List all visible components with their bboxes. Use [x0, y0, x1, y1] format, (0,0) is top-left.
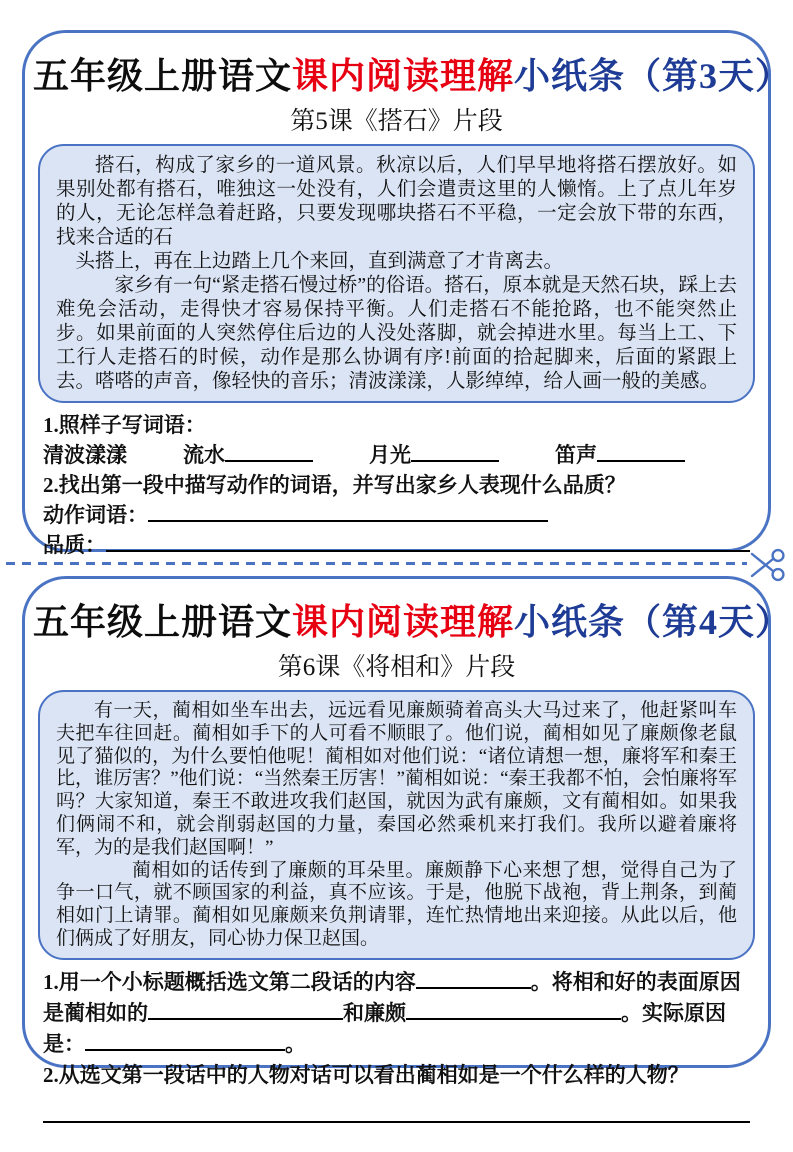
lesson-subtitle: 第6课《将相和》片段: [277, 654, 516, 681]
answer-blank: [85, 1032, 285, 1051]
action-words-label: 动作词语：: [43, 503, 148, 527]
question-1-text: 和廉颇: [343, 1000, 406, 1025]
quality-label: 品质：: [43, 533, 106, 557]
passage-paragraph: 搭石，构成了家乡的一道风景。秋凉以后，人们早早地将搭石摆放好。如果别处都有搭石，唯独这一处没有，人们会遣责这里的人懒惰。上了点儿年岁的人，无论怎样急着赶路，只要发现哪块搭石不平稳，一定会放下带的东西，找来合适的石: [56, 155, 737, 248]
fill-item-label: 笛声: [555, 443, 597, 467]
title-part-red: 课内阅读理解: [292, 56, 515, 96]
question-1-text: 。实际原因是：: [43, 1000, 726, 1056]
title-part-blue: 小纸条（第4天）: [514, 602, 793, 642]
worksheet-card-day3: [22, 30, 793, 557]
answer-blank: [406, 1001, 621, 1020]
passage-paragraph: 头搭上，再在上边踏上几个来回，直到满意了才肯离去。: [75, 251, 564, 272]
answer-blank: [597, 443, 685, 462]
question-1-text: 。: [285, 1031, 306, 1056]
example-word: 清波漾漾: [43, 443, 127, 467]
lesson-subtitle: 第5课《搭石》片段: [290, 108, 503, 135]
question-1-label: 1.照样子写词语：: [43, 413, 206, 437]
question-2-label: 2.找出第一段中描写动作的词语，并写出家乡人表现什么品质？: [43, 473, 626, 497]
question-1-paragraph: [43, 967, 750, 1060]
title-part-black: 五年级上册语文: [33, 602, 293, 642]
questions-day3: [25, 403, 768, 560]
questions-day4: [25, 960, 768, 1123]
title-part-red: 课内阅读理解: [292, 602, 515, 642]
fill-item-label: 流水: [183, 443, 225, 467]
cut-line-divider: [0, 552, 793, 576]
question-1-text: 。将相和好的表面原因是蔺相如的: [43, 969, 741, 1025]
dashed-cut-line: [6, 562, 747, 565]
answer-blank: [148, 1001, 343, 1020]
question-2-label: 2.从选文第一段话中的人物对话可以看出蔺相如是一个什么样的人物？: [43, 1062, 689, 1087]
passage-paragraph: 有一天，蔺相如坐车出去，远远看见廉颇骑着高头大马过来了，他赶紧叫车夫把车往回赶。蔺相如手下的人可看不顺眼了。他们说，蔺相如见了廉颇像老鼠见了猫似的，为什么要怕他呢！蔺相如对他们说：“诸位请想一想，廉将军和秦王比，谁厉害？”他们说：“当然秦王厉害！”蔺相如说：“秦王我都不怕，会怕廉将军吗？大家知道，秦王不敢进攻我们赵国，就因为武有廉颇，文有蔺相如。如果我们俩闹不和，就会削弱赵国的力量，秦国必然乘机来打我们。我所以避着廉将军，为的是我们赵国啊！”: [56, 700, 737, 858]
answer-blank: [416, 970, 531, 989]
worksheet-page: [0, 30, 793, 1152]
page-title: [33, 594, 793, 645]
question-1-fill-row: [43, 440, 750, 470]
passage-paragraph: 家乡有一句“紧走搭石慢过桥”的俗语。搭石，原本就是天然石块，踩上去难免会活动，走得快才容易保持平衡。人们走搭石不能抢路，也不能突然止步。如果前面的人突然停住后边的人没处落脚，就会掉进水里。每当上工、下工行人走搭石的时候，动作是那么协调有序!前面的拾起脚来，后面的紧跟上去。嗒嗒的声音，像轻快的音乐；清波漾漾，人影绰绰，给人画一般的美感。: [56, 275, 737, 392]
passage-box-jiangxianghe: [38, 690, 755, 960]
answer-blank: [225, 443, 313, 462]
title-part-black: 五年级上册语文: [33, 56, 293, 96]
question-1-text: 1.用一个小标题概括选文第二段话的内容: [43, 969, 416, 994]
fill-item-yueguang: [369, 440, 499, 470]
title-part-blue: 小纸条（第3天）: [514, 56, 793, 96]
action-words-row: [43, 500, 750, 530]
worksheet-card-day4: [22, 576, 793, 1087]
page-title: [33, 48, 793, 99]
answer-blank: [411, 443, 499, 462]
passage-paragraph: 蔺相如的话传到了廉颇的耳朵里。廉颇静下心来想了想，觉得自己为了争一口气，就不顾国家的利益，真不应该。于是，他脱下战袍，背上荆条，到蔺相如门上请罪。蔺相如见廉颇来负荆请罪，连忙热情地出来迎接。从此以后，他们俩成了好朋友，同心协力保卫赵国。: [56, 859, 737, 949]
passage-box-dashi: [38, 144, 755, 403]
fill-item-label: 月光: [369, 443, 411, 467]
fill-item-disheng: [555, 440, 685, 470]
answer-blank: [43, 1095, 750, 1123]
scissors-icon: [748, 545, 792, 585]
fill-item-liushui: [183, 440, 313, 470]
answer-blank: [148, 503, 548, 522]
answer-blank: [106, 533, 750, 552]
